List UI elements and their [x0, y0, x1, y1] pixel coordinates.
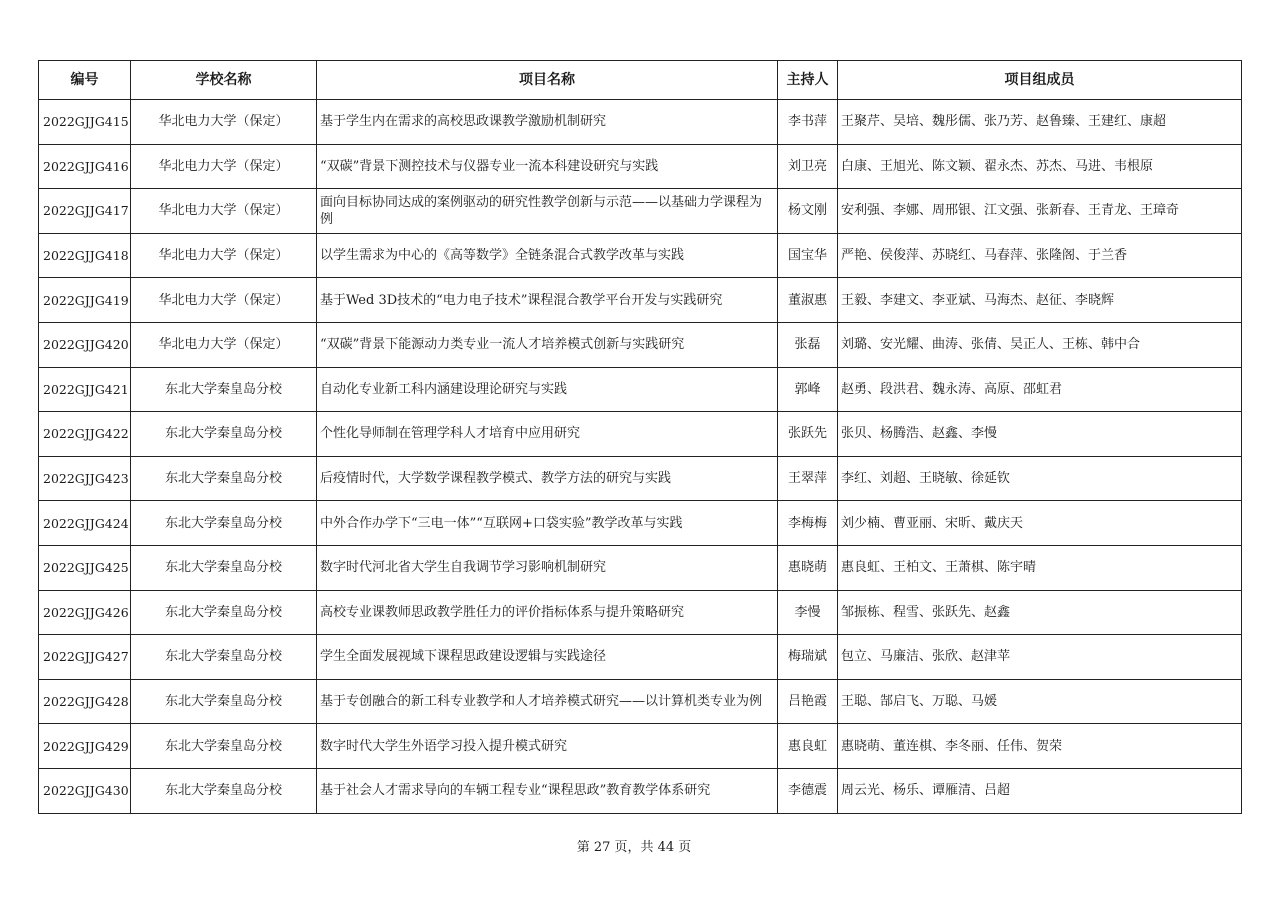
cell-project: 学生全面发展视域下课程思政建设逻辑与实践途径 — [317, 635, 778, 680]
table-body — [39, 100, 1242, 814]
cell-members: 严艳、侯俊萍、苏晓红、马春萍、张隆阁、于兰香 — [838, 233, 1242, 278]
cell-project: 高校专业课教师思政教学胜任力的评价指标体系与提升策略研究 — [317, 590, 778, 635]
cell-school: 华北电力大学（保定） — [131, 189, 317, 234]
cell-project: 基于社会人才需求导向的车辆工程专业“课程思政”教育教学体系研究 — [317, 768, 778, 813]
table-row — [39, 144, 1242, 189]
cell-id: 2022GJJG424 — [39, 501, 131, 546]
cell-project: 基于学生内在需求的高校思政课教学激励机制研究 — [317, 100, 778, 145]
cell-id: 2022GJJG423 — [39, 456, 131, 501]
cell-lead: 董淑惠 — [778, 278, 838, 323]
cell-id: 2022GJJG421 — [39, 367, 131, 412]
cell-members: 邹振栋、程雪、张跃先、赵鑫 — [838, 590, 1242, 635]
cell-lead: 刘卫亮 — [778, 144, 838, 189]
table-row — [39, 189, 1242, 234]
cell-id: 2022GJJG415 — [39, 100, 131, 145]
cell-id: 2022GJJG419 — [39, 278, 131, 323]
cell-lead: 李慢 — [778, 590, 838, 635]
cell-members: 赵勇、段洪君、魏永涛、高原、邵虹君 — [838, 367, 1242, 412]
cell-id: 2022GJJG420 — [39, 322, 131, 367]
cell-id: 2022GJJG422 — [39, 412, 131, 457]
table-row — [39, 635, 1242, 680]
cell-lead: 惠良虹 — [778, 724, 838, 769]
cell-members: 惠晓萌、董连棋、李冬丽、任伟、贺荣 — [838, 724, 1242, 769]
table-row — [39, 367, 1242, 412]
project-table-container — [38, 60, 1241, 814]
cell-project: “双碳”背景下测控技术与仪器专业一流本科建设研究与实践 — [317, 144, 778, 189]
table-row — [39, 724, 1242, 769]
header-lead: 主持人 — [778, 61, 838, 100]
cell-project: 面向目标协同达成的案例驱动的研究性教学创新与示范——以基础力学课程为例 — [317, 189, 778, 234]
page-number: 第 27 页，共 44 页 — [576, 840, 692, 855]
cell-lead: 吕艳霞 — [778, 679, 838, 724]
cell-project: 数字时代河北省大学生自我调节学习影响机制研究 — [317, 545, 778, 590]
cell-school: 华北电力大学（保定） — [131, 233, 317, 278]
cell-project: 自动化专业新工科内涵建设理论研究与实践 — [317, 367, 778, 412]
cell-school: 东北大学秦皇岛分校 — [131, 635, 317, 680]
cell-school: 东北大学秦皇岛分校 — [131, 724, 317, 769]
cell-members: 李红、刘超、王晓敏、徐延钦 — [838, 456, 1242, 501]
cell-lead: 惠晓萌 — [778, 545, 838, 590]
cell-id: 2022GJJG430 — [39, 768, 131, 813]
cell-lead: 梅瑞斌 — [778, 635, 838, 680]
cell-id: 2022GJJG416 — [39, 144, 131, 189]
cell-lead: 张磊 — [778, 322, 838, 367]
cell-id: 2022GJJG428 — [39, 679, 131, 724]
cell-members: 刘璐、安光耀、曲涛、张倩、吴正人、王栋、韩中合 — [838, 322, 1242, 367]
cell-members: 安利强、李娜、周邢银、江文强、张新春、王青龙、王璋奇 — [838, 189, 1242, 234]
cell-school: 东北大学秦皇岛分校 — [131, 412, 317, 457]
cell-project: 数字时代大学生外语学习投入提升模式研究 — [317, 724, 778, 769]
table-row — [39, 100, 1242, 145]
cell-project: 基于Wed 3D技术的“电力电子技术”课程混合教学平台开发与实践研究 — [317, 278, 778, 323]
cell-id: 2022GJJG417 — [39, 189, 131, 234]
cell-id: 2022GJJG425 — [39, 545, 131, 590]
cell-members: 包立、马廉洁、张欣、赵津苹 — [838, 635, 1242, 680]
cell-school: 东北大学秦皇岛分校 — [131, 590, 317, 635]
cell-members: 张贝、杨腾浩、赵鑫、李慢 — [838, 412, 1242, 457]
cell-school: 华北电力大学（保定） — [131, 100, 317, 145]
table-row — [39, 679, 1242, 724]
table-row — [39, 768, 1242, 813]
cell-project: “双碳”背景下能源动力类专业一流人才培养模式创新与实践研究 — [317, 322, 778, 367]
cell-project: 中外合作办学下“三电一体”“互联网+口袋实验”教学改革与实践 — [317, 501, 778, 546]
cell-members: 王聚芹、吴培、魏彤儒、张乃芳、赵鲁臻、王建红、康超 — [838, 100, 1242, 145]
table-row — [39, 590, 1242, 635]
cell-members: 惠良虹、王柏文、王萧棋、陈宇晴 — [838, 545, 1242, 590]
cell-school: 东北大学秦皇岛分校 — [131, 456, 317, 501]
cell-lead: 国宝华 — [778, 233, 838, 278]
table-row — [39, 233, 1242, 278]
cell-members: 刘少楠、曹亚丽、宋昕、戴庆天 — [838, 501, 1242, 546]
cell-project: 基于专创融合的新工科专业教学和人才培养模式研究——以计算机类专业为例 — [317, 679, 778, 724]
header-row — [39, 61, 1242, 100]
table-row — [39, 278, 1242, 323]
cell-members: 白康、王旭光、陈文颖、翟永杰、苏杰、马进、韦根原 — [838, 144, 1242, 189]
cell-lead: 张跃先 — [778, 412, 838, 457]
cell-lead: 杨文刚 — [778, 189, 838, 234]
cell-id: 2022GJJG427 — [39, 635, 131, 680]
cell-school: 东北大学秦皇岛分校 — [131, 367, 317, 412]
cell-project: 个性化导师制在管理学科人才培育中应用研究 — [317, 412, 778, 457]
project-table — [38, 60, 1242, 814]
cell-members: 王毅、李建文、李亚斌、马海杰、赵征、李晓辉 — [838, 278, 1242, 323]
cell-school: 东北大学秦皇岛分校 — [131, 679, 317, 724]
cell-id: 2022GJJG426 — [39, 590, 131, 635]
cell-school: 东北大学秦皇岛分校 — [131, 501, 317, 546]
header-members: 项目组成员 — [838, 61, 1242, 100]
table-row — [39, 501, 1242, 546]
cell-lead: 郭峰 — [778, 367, 838, 412]
header-project: 项目名称 — [317, 61, 778, 100]
cell-lead: 李书萍 — [778, 100, 838, 145]
cell-school: 华北电力大学（保定） — [131, 144, 317, 189]
cell-id: 2022GJJG429 — [39, 724, 131, 769]
table-row — [39, 456, 1242, 501]
cell-lead: 王翠萍 — [778, 456, 838, 501]
cell-school: 东北大学秦皇岛分校 — [131, 768, 317, 813]
table-header — [39, 61, 1242, 100]
table-row — [39, 412, 1242, 457]
cell-school: 东北大学秦皇岛分校 — [131, 545, 317, 590]
cell-lead: 李德震 — [778, 768, 838, 813]
cell-school: 华北电力大学（保定） — [131, 278, 317, 323]
table-row — [39, 322, 1242, 367]
cell-members: 周云光、杨乐、谭雁清、吕超 — [838, 768, 1242, 813]
header-school: 学校名称 — [131, 61, 317, 100]
cell-project: 以学生需求为中心的《高等数学》全链条混合式教学改革与实践 — [317, 233, 778, 278]
cell-members: 王聪、郜启飞、万聪、马媛 — [838, 679, 1242, 724]
cell-school: 华北电力大学（保定） — [131, 322, 317, 367]
cell-lead: 李梅梅 — [778, 501, 838, 546]
cell-id: 2022GJJG418 — [39, 233, 131, 278]
table-row — [39, 545, 1242, 590]
cell-project: 后疫情时代，大学数学课程教学模式、教学方法的研究与实践 — [317, 456, 778, 501]
header-id: 编号 — [39, 61, 131, 100]
